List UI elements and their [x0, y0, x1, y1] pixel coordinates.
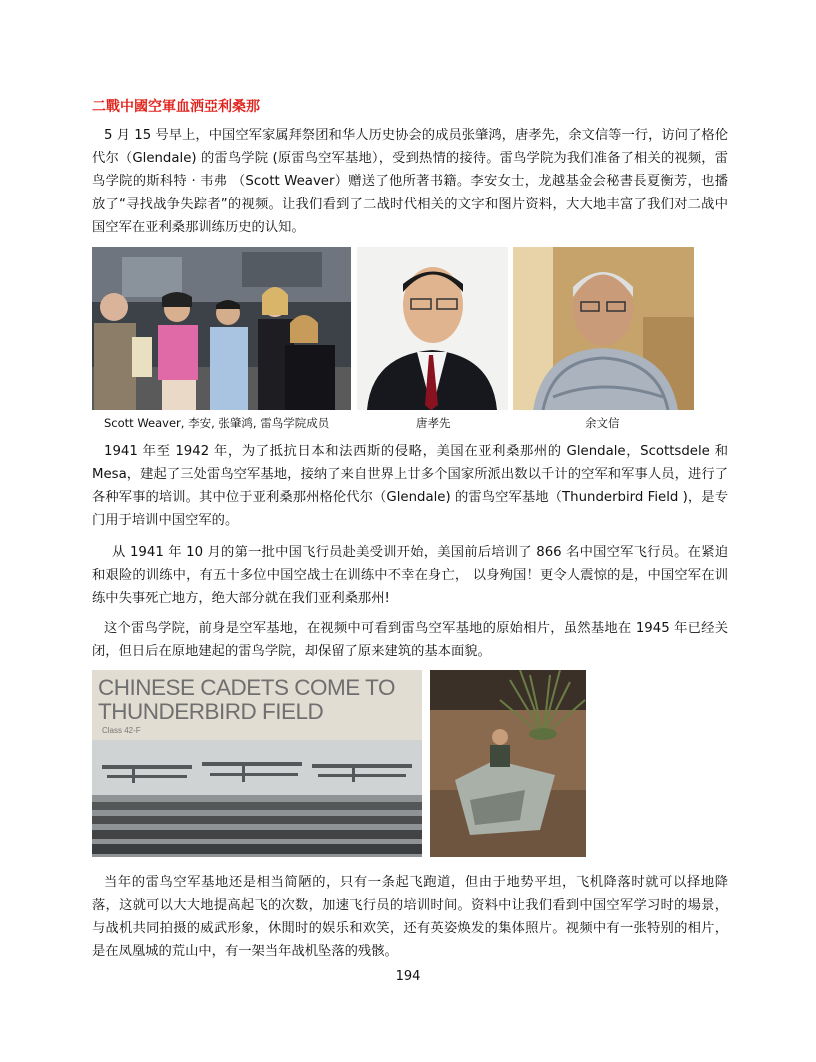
cadets-photo [92, 670, 422, 857]
caption-group: Scott Weaver, 李安, 张肇鸿, 雷鸟学院成员 [104, 416, 330, 430]
article-title: 二戰中國空軍血洒亞利桑那 [92, 99, 260, 115]
paragraph-training: 从 1941 年 10 月的第一批中国飞行员赴美受训开始，美国前后培训了 866 名中国空军飞行员。在紧迫和艰险的训练中，有五十多位中国空战士在训练中不幸在身亡， 以身殉国！更令人震惊的是，中国空军在训练中失事死亡地方，绝大部分就在我们亚利桑那州! [92, 545, 728, 606]
sign-class: Class 42-F [102, 726, 141, 735]
caption-tang: 唐孝先 [416, 416, 451, 430]
paragraph-academy: 这个雷鸟学院，前身是空军基地，在视频中可看到雷鸟空军基地的原始相片，虽然基地在 1945 年已经关闭，但日后在原地建起的雷鸟学院，却保留了原来建筑的基本面貌。 [92, 621, 728, 659]
portrait-yu [513, 247, 694, 410]
group-photo [92, 247, 351, 410]
portrait-tang [357, 247, 508, 410]
crash-site-photo [430, 670, 586, 857]
paragraph-base-life: 当年的雷鸟空军基地还是相当简陋的，只有一条起飞跑道，但由于地势平坦，飞机降落时就可以择地降落，这就可以大大地提高起飞的次数，加速飞行员的培训时间。资料中让我们看到中国空军学习时的場景，与战机共同拍摄的威武形象，休閒时的娱乐和欢笑，还有英姿焕发的集体照片。视频中有一张特别的相片，是在凤凰城的荒山中，有一架当年战机坠落的残骸。 [92, 875, 728, 959]
paragraph-visit: 5 月 15 号早上，中国空军家属拜祭团和华人历史协会的成员张肇鸿，唐孝先，余文信等一行，访问了格伦代尔（Glendale) 的雷鸟学院 (原雷鸟空军基地），受到热情的接待。雷鸟学院为我们准备了相关的视频，雷鸟学院的斯科特 · 韦弗 （Scott Weaver）赠送了他所著书籍。李安女士，龙越基金会秘書長夏衡芳，也播放了“寻找战争失踪者”的视频。让我们看到了二战时代相关的文字和图片资料，大大地丰富了我们对二战中国空军在亚利桑那训练历史的认知。 [92, 128, 728, 235]
sign-line-2: THUNDERBIRD FIELD [98, 699, 324, 724]
paragraph-bases: 1941 年至 1942 年，为了抵抗日本和法西斯的侵略，美国在亚利桑那州的 Glendale，Scottsdele 和 Mesa，建起了三处雷鸟空军基地，接纳了来自世界上廿多个国家所派出数以千计的空军和军事人员，进行了各种军事的培训。其中位于亚利桑那州格伦代尔（Glendale) 的雷鸟空军基地（Thunderbird Field )，是专门用于培训中国空军的。 [92, 444, 728, 528]
caption-yu: 余文信 [585, 416, 620, 430]
sign-line-1: CHINESE CADETS COME TO [98, 675, 395, 700]
page-number: 194 [395, 969, 421, 984]
